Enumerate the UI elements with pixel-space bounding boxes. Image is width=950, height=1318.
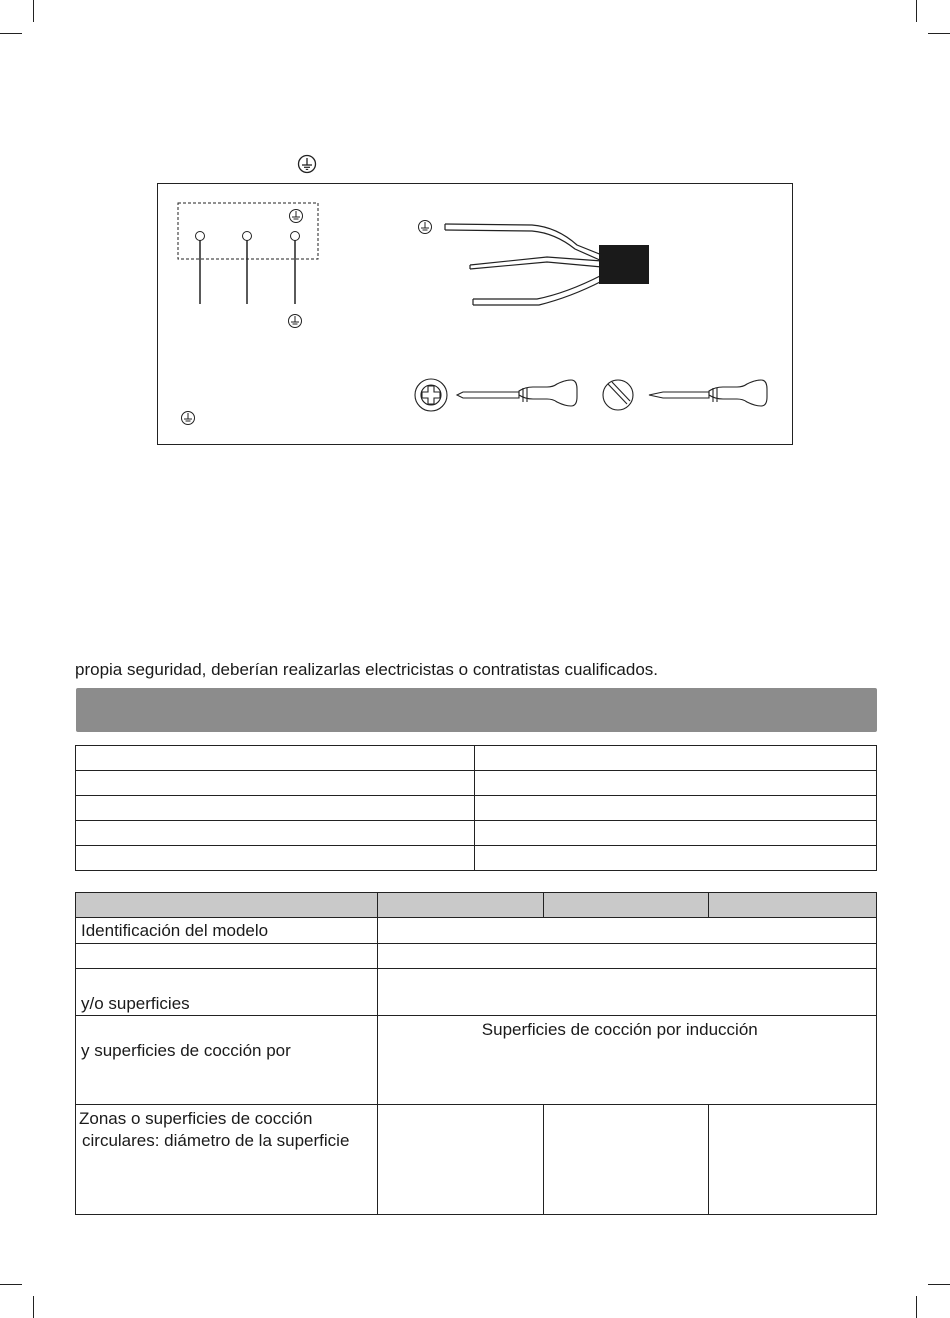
spec-table bbox=[75, 745, 877, 871]
model-id-label: Identificación del modelo bbox=[81, 921, 269, 940]
ground-circle-icon bbox=[182, 412, 195, 425]
zone-cell bbox=[709, 1105, 877, 1215]
header-cell bbox=[709, 893, 877, 918]
safety-text: propia seguridad, deberían realizarlas electricistas o contratistas cualificados. bbox=[75, 660, 659, 679]
row-label bbox=[76, 969, 378, 1016]
header-cell bbox=[377, 893, 543, 918]
row-value bbox=[377, 918, 876, 944]
phillips-screwdriver bbox=[457, 380, 577, 406]
table-cell bbox=[474, 796, 877, 821]
flat-screw-icon bbox=[603, 380, 633, 410]
diagram-frame bbox=[158, 184, 793, 445]
table-row bbox=[76, 771, 877, 796]
crop-mark bbox=[33, 1296, 34, 1318]
terminal-l bbox=[196, 232, 205, 241]
table-row bbox=[76, 944, 877, 969]
table-row bbox=[76, 1105, 877, 1215]
flat-screwdriver bbox=[649, 380, 767, 406]
ground-circle-icon bbox=[297, 154, 317, 174]
phillips-screw-icon bbox=[415, 379, 447, 411]
table-cell bbox=[76, 796, 475, 821]
wiring-diagram bbox=[157, 183, 794, 446]
table-cell bbox=[76, 746, 475, 771]
table-cell bbox=[474, 771, 877, 796]
table-cell bbox=[76, 821, 475, 846]
crop-mark bbox=[33, 0, 34, 22]
crop-mark bbox=[916, 0, 917, 22]
table-row bbox=[76, 796, 877, 821]
table-row bbox=[76, 821, 877, 846]
table-cell bbox=[76, 846, 475, 871]
product-info-table bbox=[75, 892, 877, 1215]
table-cell bbox=[474, 746, 877, 771]
crop-mark bbox=[0, 1284, 22, 1285]
table-cell bbox=[76, 771, 475, 796]
zone-cell bbox=[377, 1105, 543, 1215]
table-row bbox=[76, 746, 877, 771]
header-cell bbox=[76, 893, 378, 918]
table-row bbox=[76, 1016, 877, 1105]
zone-cell bbox=[543, 1105, 709, 1215]
section-banner bbox=[76, 688, 877, 732]
table-row bbox=[76, 846, 877, 871]
row-label bbox=[76, 1105, 378, 1215]
crop-mark bbox=[928, 33, 950, 34]
row-value bbox=[377, 1016, 876, 1105]
heating-type-label: y superficies de cocción por bbox=[81, 1041, 291, 1060]
cable-connector bbox=[599, 245, 649, 284]
header-cell bbox=[543, 893, 709, 918]
crop-mark bbox=[0, 33, 22, 34]
row-label bbox=[76, 944, 378, 969]
terminal-block bbox=[178, 203, 318, 259]
ground-circle-icon bbox=[419, 221, 432, 234]
crop-mark bbox=[928, 1284, 950, 1285]
surfaces-label: y/o superficies bbox=[81, 994, 190, 1013]
diameter-label-line2: circulares: diámetro de la superficie bbox=[82, 1131, 350, 1150]
crop-mark bbox=[916, 1296, 917, 1318]
row-label bbox=[76, 918, 378, 944]
cable-wires bbox=[445, 224, 602, 305]
row-label bbox=[76, 1016, 378, 1105]
ground-circle-icon bbox=[289, 315, 302, 328]
row-value bbox=[377, 944, 876, 969]
table-row bbox=[76, 969, 877, 1016]
table-cell bbox=[474, 821, 877, 846]
table-row bbox=[76, 918, 877, 944]
diameter-label-line1: Zonas o superficies de cocción bbox=[79, 1109, 313, 1128]
terminal-pe bbox=[291, 232, 300, 241]
heating-type-value: Superficies de cocción por inducción bbox=[481, 1020, 758, 1039]
row-value bbox=[377, 969, 876, 1016]
table-header-row bbox=[76, 893, 877, 918]
ground-circle-icon bbox=[290, 210, 303, 223]
table-cell bbox=[474, 846, 877, 871]
terminal-n bbox=[243, 232, 252, 241]
